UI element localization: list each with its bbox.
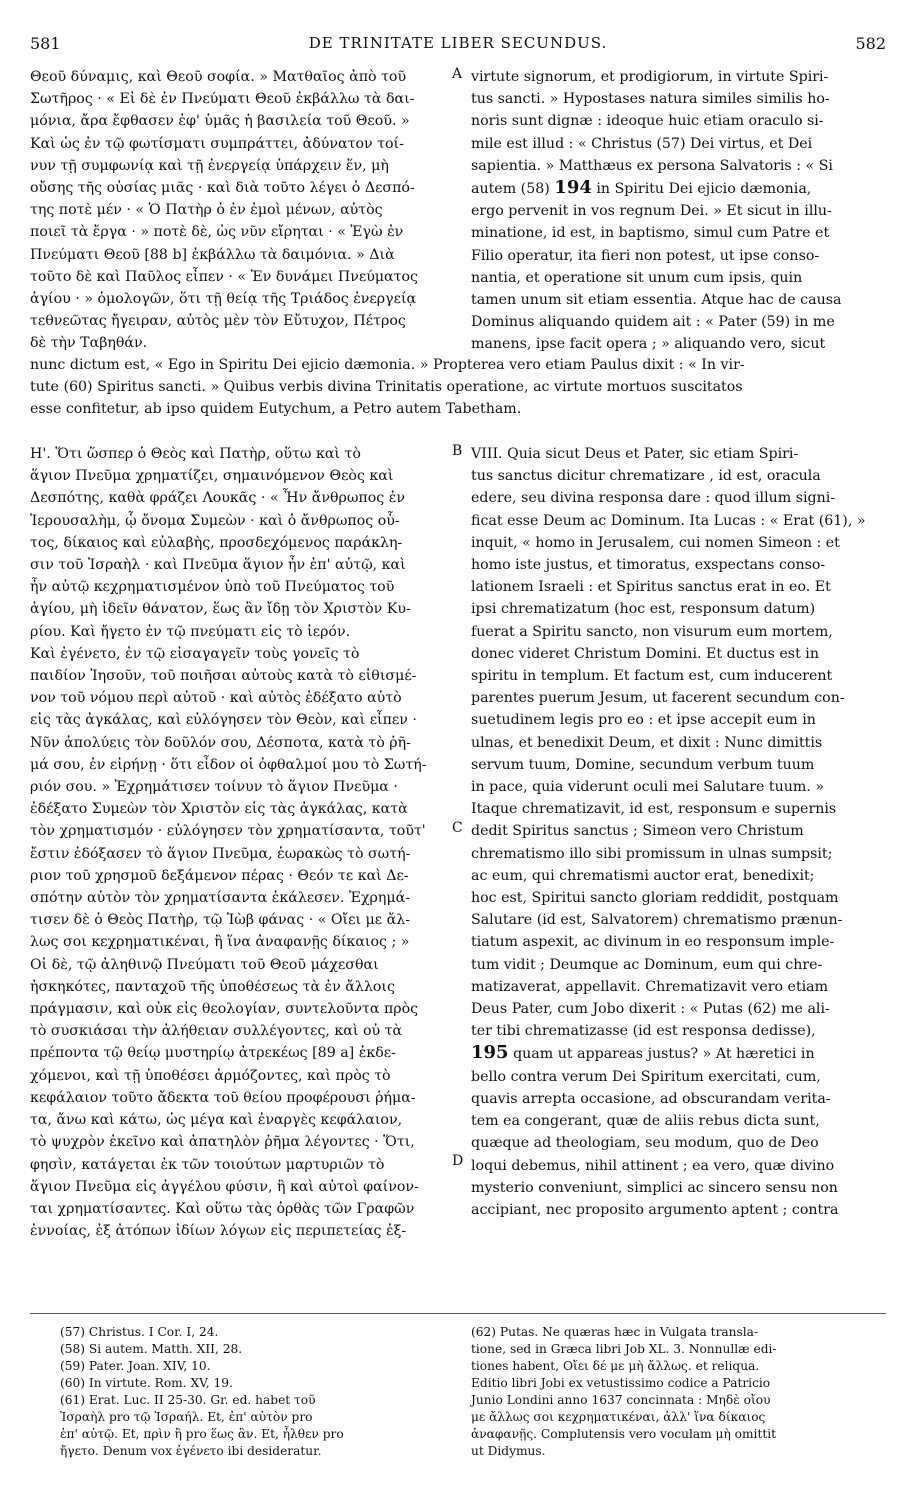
greek-line: πράγμασιν, καὶ οὐκ εἰς θεολογίαν, συντελοῦντα πρὸς [30, 1001, 419, 1018]
greek-line: λως σοι κεχρηματικέναι, ἢ ἵνα ἀναφανῇς δίκαιος ; » [30, 934, 410, 951]
full-width-lines [30, 354, 886, 421]
latin-line: spiritu in templum. Et factum est, cum inducerent [471, 668, 833, 685]
latin-line: tamen unum sit etiam essentia. Atque hac de causa [471, 292, 842, 309]
greek-line: νον τοῦ νόμου περὶ αὐτοῦ · καὶ αὐτὸς ἐδέξατο αὐτὸ [30, 690, 402, 707]
footnote-line: (61) Erat. Luc. II 25-30. Gr. ed. habet τοῦ [60, 1393, 316, 1407]
latin-line: inquit, « homo in Jerusalem, cui nomen Simeon : et [471, 534, 840, 551]
greek-line: τεθνεῶτας ἤγειραν, αὐτὸς μὲν τὸν Εὔτυχον, Πέτρος [30, 313, 406, 330]
latin-line: Itaque chrematizavit, id est, responsum e supernis [471, 801, 837, 818]
latin-line: fuerat a Spiritu sancto, non visurum eum mortem, [471, 623, 833, 640]
footnotes-left [60, 1324, 450, 1460]
latin-line: accipiant, nec proposito argumento aptent ; contra [471, 1201, 839, 1218]
footnote-line: (59) Pater. Joan. XIV, 10. [60, 1359, 211, 1373]
latin-line: Deus Pater, cum Jobo dixerit : « Putas (62) me ali- [471, 1001, 830, 1018]
latin-line: Salutare (id est, Salvatorem) chrematismo prænun- [471, 912, 843, 929]
greek-line: ἐδέξατο Συμεὼν τὸν Χριστὸν εἰς τὰς ἀγκάλας, κατὰ [30, 801, 408, 818]
greek-line: Η'. Ὅτι ὥσπερ ὁ Θεὸς καὶ Πατὴρ, οὕτω καὶ τὸ [30, 446, 361, 462]
latin-line: servum tuum, Domine, secundum verbum tuum [471, 756, 815, 773]
greek-line: χόμενοι, καὶ τῇ ὑποθέσει ἁρμόζοντες, καὶ πρὸς τὸ [30, 1067, 391, 1084]
page-header [30, 34, 886, 56]
latin-line: homo iste justus, et timoratus, exspectans conso- [471, 557, 826, 574]
latin-column-main [471, 443, 887, 1221]
greek-line: μόνια, ἄρα ἔφθασεν ἐφ' ὑμᾶς ἡ βασιλεία τοῦ Θεοῦ. » [30, 113, 410, 130]
greek-line: παιδίον Ἰησοῦν, τοῦ ποιῆσαι αὐτοὺς κατὰ τὸ εἰθισμέ- [30, 668, 417, 685]
footnote-line: (57) Christus. I Cor. I, 24. [60, 1325, 219, 1339]
greek-line: ἠσκηκότες, πανταχοῦ τῆς ὑποθέσεως τὰ ἐν ἄλλοις [30, 978, 395, 995]
latin-line: Filio operatur, ita fieri non potest, ut ipse conso- [471, 247, 820, 264]
greek-line: ἁγίου, μὴ ἰδεῖν θάνατον, ἕως ἂν ἴδῃ τὸν Χριστὸν Κυ- [30, 601, 411, 618]
full-width-line: tute (60) Spiritus sancti. » Quibus verbis divina Trinitatis operatione, ac virtute mortuos suscitatos [30, 379, 743, 396]
greek-line: οὔσης τῆς οὐσίας μιᾶς · καὶ διὰ τοῦτο λέγει ὁ Δεσπό- [30, 180, 415, 197]
greek-line: ται χρηματίσαντες. Καὶ οὕτω τὰς ὀρθὰς τῶν Γραφῶν [30, 1200, 415, 1217]
footnote-line: (58) Si autem. Matth. XII, 28. [60, 1342, 243, 1356]
latin-line: noris sunt dignæ : ideoque huic etiam oraculo si- [471, 113, 824, 130]
margin-letter-c: C [452, 820, 463, 836]
greek-line: τισεν δὲ ὁ Θεὸς Πατὴρ, τῷ Ἰὼβ φάνας · « Οἴει με ἄλ- [30, 912, 410, 929]
greek-line: τὸ ψυχρὸν ἐκεῖνο καὶ ἀπατηλὸν ῥῆμα λέγοντες · Ὅτι, [30, 1134, 415, 1151]
latin-line: lationem Israeli : et Spiritus sanctus erat in eo. Et [471, 579, 831, 596]
greek-line: Καὶ ὡς ἐν τῷ φωτίσματι συμπράττει, ἀδύνατον τοί- [30, 135, 404, 152]
latin-line: matizaverat, appellavit. Chrematizavit vero etiam [471, 978, 829, 995]
greek-line: δὲ τὴν Ταβηθάν. [30, 335, 148, 352]
greek-line: Δεσπότης, καθὰ φράζει Λουκᾶς · « Ἦν ἄνθρωπος ἐν [30, 490, 405, 507]
greek-line: σπότην αὐτὸν τὸν χρηματίσαντα ἐκάλεσεν. Ἐχρημά- [30, 890, 410, 907]
margin-letter-b: B [452, 443, 463, 459]
latin-line: manens, ipse facit opera ; » aliquando vero, sicut [471, 336, 826, 353]
margin-letter-d: D [452, 1153, 464, 1169]
greek-line: ἁγίου · » ὁμολογῶν, ὅτι τῇ θείᾳ τῆς Τριάδος ἐνεργείᾳ [30, 291, 417, 308]
latin-line: edere, seu divina responsa dare : quod illum signi- [471, 490, 836, 507]
latin-line: minatione, id est, in baptismo, simul cum Patre et [471, 225, 830, 242]
latin-line: ac eum, qui chrematismi auctor erat, benedixit; [471, 867, 815, 884]
footnote-line: με ἄλλως σοι κεχρηματικέναι, ἀλλ' ἵνα δίκαιος [471, 1410, 766, 1424]
latin-line: virtute signorum, et prodigiorum, in virtute Spiri- [471, 69, 829, 85]
latin-line: ulnas, et benedixit Deum, et dixit : Nunc dimittis [471, 734, 823, 751]
latin-line: quavis arrepta occasione, ad obscurandam verita- [471, 1090, 831, 1107]
greek-line: φησὶν, κατάγεται ἐκ τῶν τοιούτων μαρτυριῶν τὸ [30, 1156, 385, 1173]
greek-line: ἐννοίας, ἐξ ἀτόπων ἰδίων λόγων εἰς περιπετείας ἐξ- [30, 1223, 407, 1240]
greek-line: της ποτὲ μέν · « Ὁ Πατὴρ ὁ ἐν ἐμοὶ μένων, αὐτὸς [30, 202, 383, 219]
latin-line: tus sancti. » Hypostases natura similes similis ho- [471, 91, 830, 108]
latin-line: tem ea congerant, quæ de aliis rebus dicta sunt, [471, 1113, 820, 1130]
footnote-line: ἐπ' αὐτῷ. Et, πρὶν ἢ pro ἕως ἂν. Et, ἦλθεν pro [60, 1427, 344, 1441]
greek-line: ἅγιον Πνεῦμα εἰς ἀγγέλου φύσιν, ἢ καὶ αὐτοὶ φαίνον- [30, 1178, 419, 1195]
latin-line: ficat esse Deum ac Dominum. Ita Lucas : « Erat (61), » [471, 512, 866, 529]
margin-letter-a: A [452, 66, 463, 82]
latin-line: donec videret Christum Domini. Et ductus est in [471, 645, 819, 662]
column-number: 195 [471, 1042, 509, 1064]
greek-line: πρέποντα τῷ θείῳ μυστηρίῳ ἀτρεκέως [89 a] ἐκδε- [30, 1045, 396, 1062]
latin-line: VIII. Quia sicut Deus et Pater, sic etiam Spiri- [471, 446, 799, 462]
latin-line: quæque ad theologiam, seu modum, quo de Deo [471, 1135, 819, 1152]
greek-line: σιν τοῦ Ἰσραὴλ · καὶ Πνεῦμα ἅγιον ἦν ἐπ' αὐτῷ, καὶ [30, 557, 406, 574]
latin-line: parentes puerum Jesum, ut facerent secundum con- [471, 690, 845, 707]
greek-line: τος, δίκαιος καὶ εὐλαβὴς, προσδεχόμενος παράκλη- [30, 534, 403, 551]
greek-line: ριον τοῦ χρησμοῦ δεξάμενον πέρας · Θεόν τε καὶ Δε- [30, 867, 409, 884]
footnote-line: Editio libri Jobi ex vetustissimo codice a Patricio [471, 1376, 771, 1390]
greek-line: Νῦν ἀπολύεις τὸν δοῦλόν σου, Δέσποτα, κατὰ τὸ ῥῆ- [30, 734, 411, 751]
latin-line: bello contra verum Dei Spiritum exercitati, cum, [471, 1068, 821, 1085]
greek-column-main [30, 443, 458, 1242]
footnote-line: tione, sed in Græca libri Job XL. 3. Nonnullæ edi- [471, 1342, 777, 1356]
latin-line: loqui debemus, nihil attinent ; ea vero, quæ divino [471, 1157, 835, 1174]
footnote-line: Junio Londini anno 1637 concinnata : Μηδὲ οἴου [471, 1393, 771, 1407]
greek-line: ρίου. Καὶ ἤγετο ἐν τῷ πνεύματι εἰς τὸ ἱερόν. [30, 623, 351, 640]
greek-line: Πνεύματι Θεοῦ [88 b] ἐκβάλλω τὰ δαιμόνια. » Διὰ [30, 246, 395, 263]
latin-line: ipsi chrematizatum (hoc est, responsum datum) [471, 601, 816, 618]
running-title: DE TRINITATE LIBER SECUNDUS. [308, 34, 608, 52]
latin-line: Dominus aliquando quidem ait : « Pater (59) in me [471, 314, 835, 331]
greek-line: Σωτῆρος · « Εἰ δὲ ἐν Πνεύματι Θεοῦ ἐκβάλλω τὰ δαι- [30, 91, 415, 108]
greek-line: Θεοῦ δύναμις, καὶ Θεοῦ σοφία. » Ματθαῖος ἀπὸ τοῦ [30, 69, 407, 85]
latin-line: tus sanctus dicitur chrematizare , id est, oracula [471, 468, 821, 485]
latin-line: mile est illud : « Christus (57) Dei virtus, et Dei [471, 135, 813, 152]
latin-line: nantia, et operatione sit unum cum ipsis, quin [471, 269, 803, 286]
greek-line: τα, ἄνω καὶ κάτω, ὡς μέγα καὶ ἐναργὲς κεφάλαιον, [30, 1112, 403, 1129]
greek-line: τὸ συσκιάσαι τὴν ἀλήθειαν συλλέγοντες, καὶ οὐ τὰ [30, 1023, 403, 1040]
footnotes-right [471, 1324, 883, 1460]
greek-line: Ἱερουσαλὴμ, ᾧ ὄνομα Συμεὼν · καὶ ὁ ἄνθρωπος οὗ- [30, 512, 400, 529]
footnote-divider [30, 1313, 886, 1314]
latin-line: hoc est, Spiritui sancto gloriam reddidit, postquam [471, 890, 839, 907]
greek-line: κεφάλαιον τοῦτο ἄδεκτα τοῦ θείου προφέρουσι ῥήμα- [30, 1089, 416, 1106]
latin-line: tum vidit ; Deumque ac Dominum, eum qui chre- [471, 956, 823, 973]
greek-line: Καὶ ἐγένετο, ἐν τῷ εἰσαγαγεῖν τοὺς γονεῖς τὸ [30, 645, 360, 662]
latin-line: chrematismo illo sibi promissum in ulnas sumpsit; [471, 845, 833, 862]
greek-column-top [30, 66, 458, 355]
latin-line: autem (58) 194 in Spiritu Dei ejicio dæmonia, [471, 177, 812, 199]
latin-line: mysterio conveniunt, simplici ac sincero sensu non [471, 1179, 838, 1196]
greek-line: εἰς τὰς ἀγκάλας, καὶ εὐλόγησεν τὸν Θεὸν, καὶ εἶπεν · [30, 712, 417, 729]
full-width-line: nunc dictum est, « Ego in Spiritu Dei ejicio dæmonia. » Propterea vero etiam Paulus dixit : « In vir- [30, 357, 745, 373]
full-width-line: esse confitetur, ab ipso quidem Eutychum, a Petro autem Tabetham. [30, 401, 522, 418]
footnote-line: (60) In virtute. Rom. XV, 19. [60, 1376, 233, 1390]
greek-line: νυν τῇ συμφωνίᾳ καὶ τῇ ἐνεργείᾳ ὑπάρχειν ἕν, μὴ [30, 157, 389, 174]
greek-line: τὸν χρηματισμόν · εὐλόγησεν τὸν χρηματίσαντα, τοῦτ' [30, 823, 426, 840]
greek-line: ἔστιν ἐδόξασεν τὸ ἅγιον Πνεῦμα, ἑωρακὼς τὸ σωτή- [30, 845, 411, 862]
greek-line: Οἱ δὲ, τῷ ἀληθινῷ Πνεύματι τοῦ Θεοῦ μάχεσθαι [30, 956, 379, 973]
latin-line: tiatum aspexit, ac divinum in eo responsum imple- [471, 934, 835, 951]
left-page-number: 581 [30, 34, 61, 53]
footnote-line: ἀναφανῇς. Complutensis vero voculam μὴ omittit [471, 1427, 777, 1441]
latin-line: suetudinem legis pro eo : et ipse accepit eum in [471, 712, 816, 729]
right-page-number: 582 [855, 34, 886, 53]
greek-line: ἦν αὐτῷ κεχρηματισμένον ὑπὸ τοῦ Πνεύματος τοῦ [30, 579, 395, 596]
greek-line: ριόν σου. » Ἐχρημάτισεν τοίνυν τὸ ἅγιον Πνεῦμα · [30, 779, 398, 796]
latin-line: ter tibi chrematizasse (id est responsa dedisse), [471, 1023, 816, 1040]
latin-line: ergo pervenit in vos regnum Dei. » Et sicut in illu- [471, 203, 832, 220]
footnote-line: tiones habent, Οἴει δέ με μὴ ἄλλως. et reliqua. [471, 1359, 760, 1373]
latin-line: 195 quam ut appareas justus? » At hæretici in [471, 1042, 815, 1064]
latin-line: in pace, quia viderunt oculi mei Salutare tuum. » [471, 779, 825, 796]
footnote-line: Ἰσραὴλ pro τῷ Ἰσραήλ. Et, ἐπ' αὐτὸν pro [60, 1410, 313, 1424]
greek-line: ποιεῖ τὰ ἔργα · » ποτὲ δὲ, ὡς νῦν εἴρηται · « Ἐγὼ ἐν [30, 224, 404, 241]
footnote-line: (62) Putas. Ne quæras hæc in Vulgata transla- [471, 1325, 759, 1339]
latin-column-top [471, 66, 887, 356]
footnote-line: ut Didymus. [471, 1444, 546, 1458]
greek-line: τοῦτο δὲ καὶ Παῦλος εἶπεν · « Ἐν δυνάμει Πνεύματος [30, 268, 418, 285]
greek-line: ἅγιον Πνεῦμα χρηματίζει, σημαινόμενον Θεὸς καὶ [30, 468, 394, 485]
latin-line: sapientia. » Matthæus ex persona Salvatoris : « Si [471, 157, 833, 174]
column-number: 194 [554, 177, 592, 199]
footnote-line: ἤγετο. Denum vox ἐγένετο ibi desideratur. [60, 1444, 322, 1458]
greek-line: μά σου, ἐν εἰρήνῃ · ὅτι εἶδον οἱ ὀφθαλμοί μου τὸ Σωτή- [30, 756, 427, 773]
latin-line: dedit Spiritus sanctus ; Simeon vero Christum [471, 823, 804, 840]
